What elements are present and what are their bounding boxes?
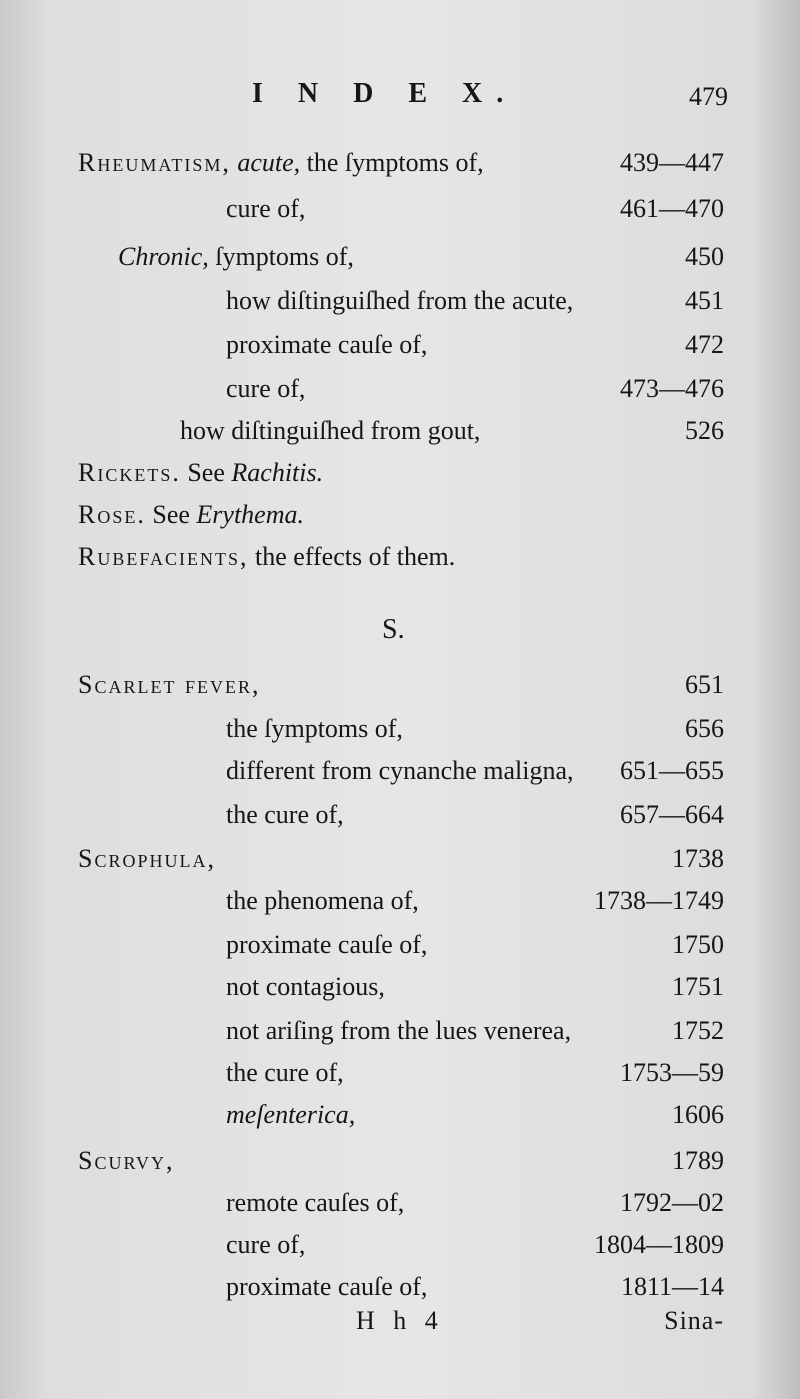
index-entry	[0, 751, 800, 791]
entry-text	[226, 881, 419, 921]
entry-subhead: proximate cauſe of,	[226, 1272, 428, 1301]
index-entry	[0, 325, 800, 365]
entry-subhead: the cure of,	[226, 800, 344, 829]
page-reference: 451	[685, 286, 724, 315]
entry-text	[226, 1183, 404, 1223]
index-entry	[0, 369, 800, 409]
entry-heading: Rose.	[78, 500, 146, 529]
page-reference: 472	[685, 330, 724, 359]
index-entry	[0, 411, 800, 451]
page-reference: 473—476	[620, 374, 724, 403]
index-entry	[0, 839, 800, 879]
entry-text	[226, 281, 573, 321]
page-reference: 1750	[672, 930, 724, 959]
entry-text	[78, 537, 455, 577]
entry-text	[78, 1141, 175, 1181]
page-reference: 461—470	[620, 194, 724, 223]
entry-text	[226, 325, 427, 365]
page-reference: 651	[685, 670, 724, 699]
entry-italic: acute,	[237, 148, 301, 177]
entry-subhead: the ſymptoms of,	[226, 714, 403, 743]
entry-subhead: the phenomena of,	[226, 886, 419, 915]
entry-text	[78, 453, 323, 493]
entry-text	[180, 411, 480, 451]
page-reference: 1789	[672, 1146, 724, 1175]
entry-italic: meſenterica,	[226, 1100, 356, 1129]
index-entry	[0, 925, 800, 965]
index-entry	[0, 709, 800, 749]
entry-subhead: the ſymptoms of,	[300, 148, 484, 177]
page-header	[0, 78, 800, 118]
index-entry	[0, 1011, 800, 1051]
entry-subhead: See	[145, 500, 197, 529]
entry-subhead: how diſtinguiſhed from gout,	[180, 416, 481, 445]
entry-text	[78, 839, 216, 879]
page-footer	[0, 1306, 800, 1346]
index-entry	[0, 1183, 800, 1223]
entry-subhead: cure of,	[226, 374, 306, 403]
entry-text	[118, 237, 354, 277]
page-reference: 450	[685, 242, 724, 271]
entry-subhead: proximate cauſe of,	[226, 930, 428, 959]
index-entry	[0, 281, 800, 321]
index-entry	[0, 665, 800, 705]
page-reference: 656	[685, 714, 724, 743]
index-entry	[0, 143, 800, 183]
entry-text	[226, 1095, 355, 1135]
entry-text	[226, 1267, 427, 1307]
page-number: 479	[689, 82, 728, 111]
index-entry	[0, 881, 800, 921]
entry-text	[226, 925, 427, 965]
index-entry	[0, 1225, 800, 1265]
page-reference: 1606	[672, 1100, 724, 1129]
entry-text	[78, 143, 484, 183]
entry-subhead: cure of,	[226, 194, 306, 223]
entry-text	[226, 795, 344, 835]
page-reference: 439—447	[620, 148, 724, 177]
page-reference: 1811—14	[620, 1272, 724, 1301]
entry-text	[226, 967, 385, 1007]
index-entry	[0, 189, 800, 229]
page-reference: 1738—1749	[594, 886, 724, 915]
index-entry	[0, 453, 800, 493]
running-head: I N D E X.	[252, 78, 518, 109]
entry-text	[226, 1053, 344, 1093]
entry-subhead: cure of,	[226, 1230, 306, 1259]
page-reference: 1792—02	[620, 1188, 724, 1217]
index-entry	[0, 495, 800, 535]
entry-text	[226, 1011, 571, 1051]
signature-mark: H h 4	[356, 1306, 444, 1335]
entry-text	[226, 189, 305, 229]
entry-subhead: not ariſing from the lues venerea,	[226, 1016, 572, 1045]
index-entry	[0, 537, 800, 577]
entry-text	[226, 369, 305, 409]
index-entry	[0, 237, 800, 277]
page-reference: 1804—1809	[594, 1230, 724, 1259]
entry-subhead: remote cauſes of,	[226, 1188, 405, 1217]
entry-subhead: different from cynanche maligna,	[226, 756, 574, 785]
index-entry	[0, 1267, 800, 1307]
entry-subhead: ſymptoms of,	[208, 242, 354, 271]
section-letter: S.	[382, 614, 405, 645]
entry-text	[78, 495, 304, 535]
entry-heading: Rickets.	[78, 458, 181, 487]
index-entry	[0, 1141, 800, 1181]
entry-heading: Scarlet fever,	[78, 670, 261, 699]
entry-heading: Scurvy,	[78, 1146, 175, 1175]
entry-italic: Rachitis.	[231, 458, 324, 487]
entry-subhead: proximate cauſe of,	[226, 330, 428, 359]
entry-heading: Rheumatism,	[78, 148, 231, 177]
entry-subhead: the effects of them.	[248, 542, 456, 571]
index-entry	[0, 1053, 800, 1093]
entry-text	[226, 751, 573, 791]
entry-italic: Chronic,	[118, 242, 209, 271]
page-reference: 1753—59	[620, 1058, 724, 1087]
page-reference: 651—655	[620, 756, 724, 785]
page-reference: 526	[685, 416, 724, 445]
index-entry	[0, 795, 800, 835]
page-reference: 1738	[672, 844, 724, 873]
page-reference: 657—664	[620, 800, 724, 829]
index-entry	[0, 967, 800, 1007]
entry-heading: Rubefacients,	[78, 542, 249, 571]
entry-heading: Scrophula,	[78, 844, 216, 873]
entry-italic: Erythema.	[196, 500, 304, 529]
entry-subhead: See	[180, 458, 232, 487]
catchword: Sina-	[664, 1306, 724, 1335]
entry-subhead: how diſtinguiſhed from the acute,	[226, 286, 574, 315]
index-entry	[0, 1095, 800, 1135]
page-reference: 1752	[672, 1016, 724, 1045]
entry-text	[78, 665, 260, 705]
entry-text	[226, 709, 403, 749]
page-reference: 1751	[672, 972, 724, 1001]
entry-subhead: the cure of,	[226, 1058, 344, 1087]
entry-subhead: not contagious,	[226, 972, 385, 1001]
entry-text	[226, 1225, 305, 1265]
